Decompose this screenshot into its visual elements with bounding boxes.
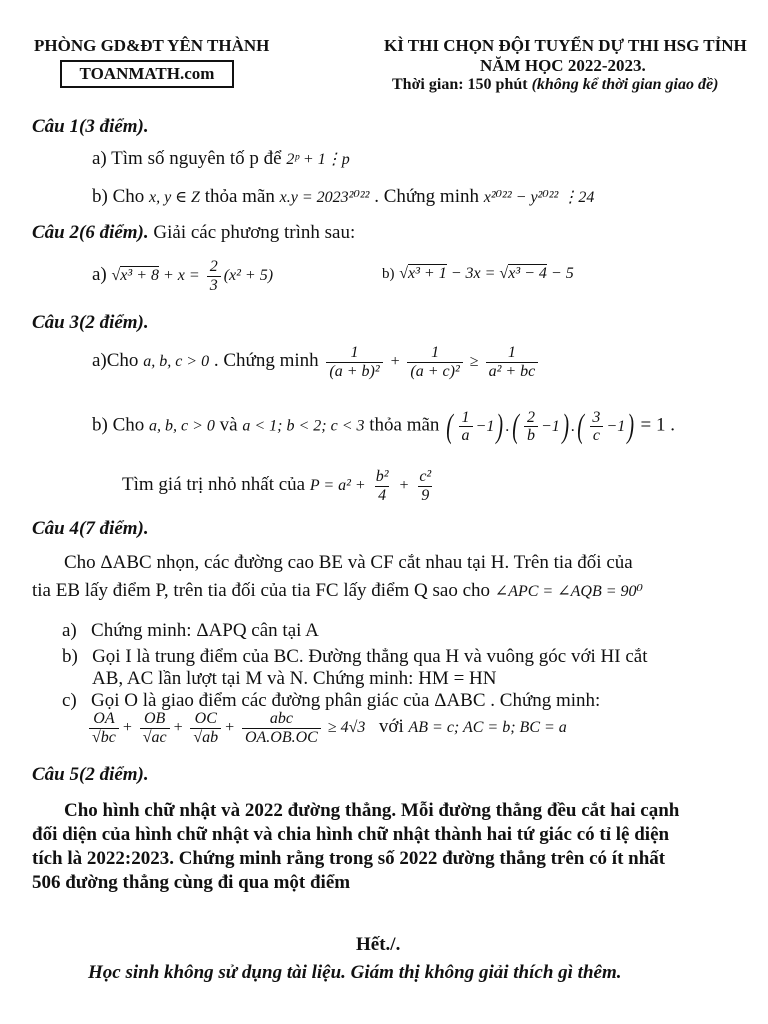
q4-part-c-inequality: $\frac{OA}{√bc}$ + $\frac{OB}{√ac}$ + $\frac{OC}{√ab}$ + $\frac{\text{abc}}{OA.OB.OC}$ ≥ 4√3 với AB = c; AC = b; BC = a <box>86 710 567 747</box>
q4-part-a: a) Chứng minh: ΔAPQ cân tại A <box>62 620 319 641</box>
q3-part-a: a)Cho a, b, c > 0 . Chứng minh $\frac{1}{\text{(a + b)²}}$ + $\frac{1}{\text{(a + c)²}}$ ≥ $\frac{1}{\text{a² + bc}}$ <box>92 344 541 381</box>
q3-heading: Câu 3(2 điểm). <box>32 312 149 333</box>
q2-a-math-visual: √x³ + 8 + x = $\frac{2}{3}$ (x² + 5) <box>111 258 274 294</box>
footer-note: Học sinh không sử dụng tài liệu. Giám thị không giải thích gì thêm. <box>88 962 622 983</box>
q1-heading: Câu 1(3 điểm). <box>32 116 149 137</box>
q4-part-c: c) Gọi O là giao điểm các đường phân giác của ΔABC . Chứng minh: <box>62 690 601 711</box>
org-name: PHÒNG GD&ĐT YÊN THÀNH <box>34 36 270 55</box>
q5-line2: đối diện của hình chữ nhật và chia hình chữ nhật thành hai tứ giác có tỉ lệ diện <box>32 824 670 845</box>
q2-equation-b: b) √x³ + 1 − 3x = √x³ − 4 − 5 <box>382 265 574 282</box>
q4-intro-line2: tia EB lấy điểm P, trên tia đối của tia FC lấy điểm Q sao cho ∠APC = ∠AQB = 90⁰ <box>32 580 643 601</box>
q5-line1: Cho hình chữ nhật và 2022 đường thẳng. Mỗi đường thẳng đều cắt hai cạnh <box>64 800 680 821</box>
q1-part-b: b) Cho x, y ∈ Z thỏa mãn x.y = 2023²⁰²² . Chứng minh x²⁰²² − y²⁰²² ⋮24 <box>92 186 595 207</box>
school-year: NĂM HỌC 2022-2023. <box>480 56 646 75</box>
exam-title: KÌ THI CHỌN ĐỘI TUYỂN DỰ THI HSG TỈNH <box>384 36 747 55</box>
q4-heading: Câu 4(7 điểm). <box>32 518 149 539</box>
end-mark: Hết./. <box>356 934 401 955</box>
q3-part-b: b) Cho a, b, c > 0 và a < 1; b < 2; c < 3 thỏa mãn ( $\frac{1}{a}$ −1) .( $\frac{2}{b}$ −1) .( $\frac{3}{c}$ −1) = 1 . <box>92 408 676 445</box>
q2-equation-a: a) √x³ + 8 + x = $\frac{2}{3}$ (x² + 5) <box>92 258 274 294</box>
q4-intro-line1: Cho ΔABC nhọn, các đường cao BE và CF cắt nhau tại H. Trên tia đối của <box>64 552 633 573</box>
q4-part-b-line2: AB, AC lần lượt tại M và N. Chứng minh: HM = HN <box>92 668 497 689</box>
q4-part-b-line1: b) Gọi I là trung điểm của BC. Đường thẳng qua H và vuông góc với HI cắt <box>62 646 648 667</box>
q5-line4: 506 đường thẳng cùng đi qua một điểm <box>32 872 351 893</box>
time-limit: Thời gian: 150 phút (không kể thời gian giao đề) <box>392 76 719 93</box>
q2-heading-line: Câu 2(6 điểm). Giải các phương trình sau: <box>32 222 356 243</box>
q5-heading: Câu 5(2 điểm). <box>32 764 149 785</box>
q5-line3: tích là 2022:2023. Chứng minh rằng trong số 2022 đường thẳng trên có ít nhất <box>32 848 666 869</box>
q3-minimize: Tìm giá trị nhỏ nhất của P = a² + $\frac{\text{b²}}{4}$ + $\frac{\text{c²}}{9}$ <box>122 468 432 504</box>
logo: TOANMATH.com <box>60 60 234 88</box>
q1-part-a: a) Tìm số nguyên tố p để 2ᵖ + 1⋮p <box>92 148 350 169</box>
